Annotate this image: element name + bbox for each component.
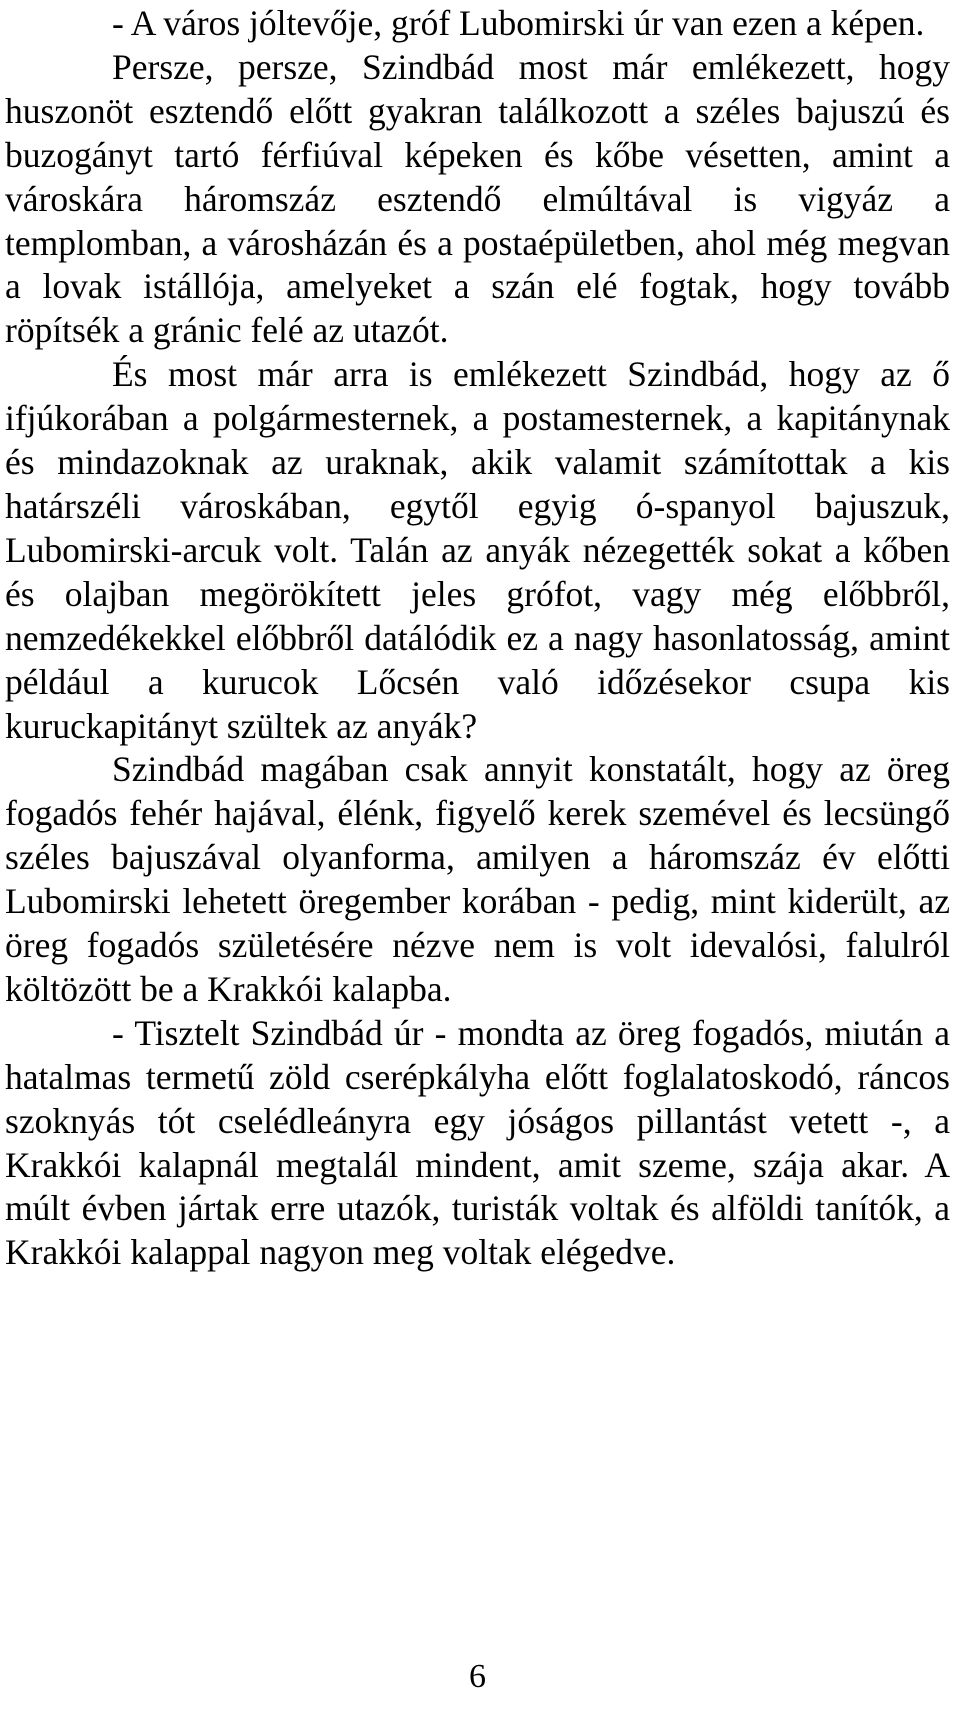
- paragraph: És most már arra is emlékezett Szindbád, hogy az ő ifjúkorában a polgármesternek, a postamesternek, a kapitánynak és mindazoknak az uraknak, akik valamit számítottak a kis határszéli városkában, egytől egyig ó-spanyol bajuszuk, Lubomirski-arcuk volt. Talán az anyák nézegették sokat a kőben és olajban megörökített jeles grófot, vagy még előbbről, nemzedékekkel előbbről datálódik ez a nagy hasonlatosság, amint például a kurucok Lőcsén való időzésekor csupa kis kuruckapitányt szültek az anyák?: [5, 354, 950, 746]
- paragraph: - A város jóltevője, gróf Lubomirski úr van ezen a képen.: [112, 3, 925, 43]
- body-text: [5, 0, 950, 1275]
- document-page: [5, 0, 950, 1715]
- paragraph: Persze, persze, Szindbád most már emlékezett, hogy huszonöt esztendő előtt gyakran találkozott a széles bajuszú és buzogányt tartó férfiúval képeken és kőbe vésetten, amint a városkára háromszáz esztendő elmúltával is vigyáz a templomban, a városházán és a postaépületben, ahol még megvan a lovak istállója, amelyeket a szán elé fogtak, hogy tovább röpítsék a gránic felé az utazót.: [5, 46, 950, 351]
- paragraph: - Tisztelt Szindbád úr - mondta az öreg fogadós, miután a hatalmas termetű zöld cserépkályha előtt foglalatoskodó, ráncos szoknyás tót cselédleányra egy jóságos pillantást vetett -, a Krakkói kalapnál megtalál mindent, amit szeme, szája akar. A múlt évben jártak erre utazók, turisták voltak és alföldi tanítók, a Krakkói kalappal nagyon meg voltak elégedve.: [5, 1012, 950, 1273]
- paragraph: Szindbád magában csak annyit konstatált, hogy az öreg fogadós fehér hajával, élénk, figyelő kerek szemével és lecsüngő széles bajuszával olyanforma, amilyen a háromszáz év előtti Lubomirski lehetett öregember korában - pedig, mint kiderült, az öreg fogadós születésére nézve nem is volt idevalósi, falulról költözött be a Krakkói kalapba.: [5, 749, 950, 1009]
- page-number: 6: [469, 1658, 486, 1695]
